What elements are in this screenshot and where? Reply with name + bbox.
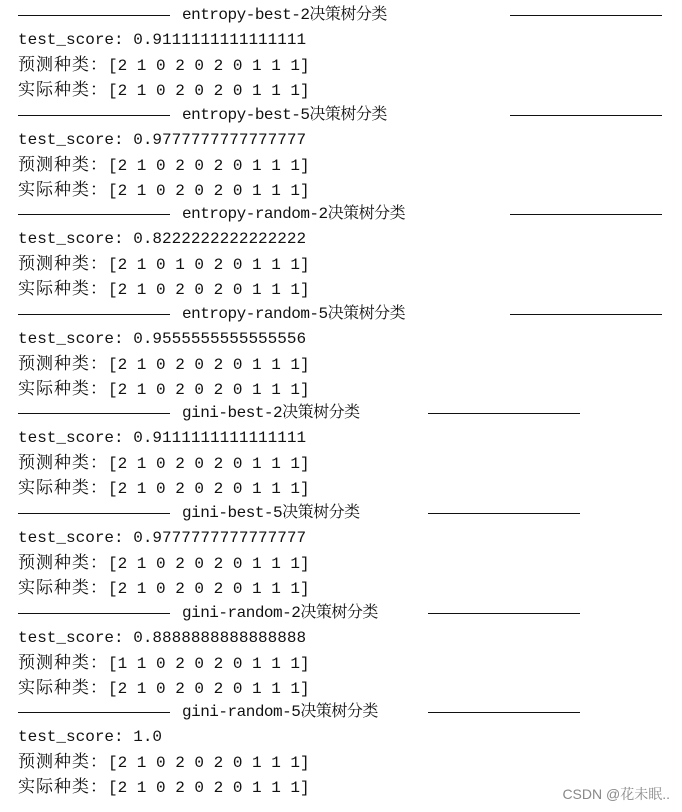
block-title: entropy-best-2决策树分类 <box>182 6 387 24</box>
block-title: entropy-random-2决策树分类 <box>182 205 406 224</box>
actual-label: 实际种类： <box>18 279 108 300</box>
score-label: test_score: <box>18 230 134 249</box>
predicted-value: [1 1 0 2 0 2 0 1 1 1] <box>108 654 310 673</box>
actual-label: 实际种类： <box>18 677 108 698</box>
separator-right <box>510 314 662 315</box>
predicted-value: [2 1 0 2 0 2 0 1 1 1] <box>108 57 310 75</box>
separator-left <box>18 513 170 514</box>
predicted-label: 预测种类： <box>18 553 108 573</box>
separator-left <box>18 314 170 315</box>
separator-right <box>428 413 580 414</box>
actual-value: [2 1 0 2 0 2 0 1 1 1] <box>108 380 310 399</box>
predicted-line <box>18 451 310 476</box>
actual-value: [2 1 0 2 0 2 0 1 1 1] <box>108 580 310 598</box>
score-label: test_score: <box>18 31 134 49</box>
score-line <box>18 128 306 153</box>
separator-right <box>428 513 580 514</box>
separator-left <box>18 115 170 116</box>
separator-right <box>510 115 662 116</box>
result-block <box>0 302 682 402</box>
separator-left <box>18 613 170 614</box>
score-value: 0.8222222222222222 <box>133 230 307 249</box>
block-title: gini-best-5决策树分类 <box>182 504 360 522</box>
watermark: CSDN @花未眠.. <box>562 786 670 802</box>
score-value: 0.8888888888888888 <box>133 628 307 647</box>
actual-label: 实际种类： <box>18 179 108 200</box>
result-block <box>0 501 682 601</box>
separator-right <box>510 214 662 215</box>
score-label: test_score: <box>18 329 134 348</box>
actual-value: [2 1 0 2 0 2 0 1 1 1] <box>108 82 310 100</box>
actual-value: [2 1 0 2 0 2 0 1 1 1] <box>108 281 310 300</box>
result-block <box>0 202 682 302</box>
predicted-line <box>18 651 310 676</box>
predicted-value: [2 1 0 1 0 2 0 1 1 1] <box>108 256 310 275</box>
predicted-value: [2 1 0 2 0 2 0 1 1 1] <box>108 754 310 773</box>
predicted-label: 预测种类： <box>18 254 108 275</box>
predicted-line <box>18 252 310 277</box>
result-block <box>0 601 682 701</box>
predicted-value: [2 1 0 2 0 2 0 1 1 1] <box>108 355 310 374</box>
score-label: test_score: <box>18 130 134 149</box>
score-value: 1.0 <box>133 728 163 747</box>
result-block <box>0 103 682 203</box>
predicted-line <box>18 352 310 377</box>
score-line <box>18 227 306 252</box>
actual-value: [2 1 0 2 0 2 0 1 1 1] <box>108 679 310 698</box>
actual-line <box>18 178 310 203</box>
block-title: entropy-random-5决策树分类 <box>182 304 406 323</box>
predicted-label: 预测种类： <box>18 55 108 75</box>
score-line <box>18 327 306 352</box>
actual-line <box>18 476 310 501</box>
block-title: gini-random-2决策树分类 <box>182 603 378 622</box>
predicted-line <box>18 750 310 775</box>
predicted-label: 预测种类： <box>18 652 108 673</box>
predicted-label: 预测种类： <box>18 154 108 175</box>
result-block <box>0 3 682 103</box>
actual-label: 实际种类： <box>18 777 108 798</box>
score-label: test_score: <box>18 429 134 448</box>
score-line <box>18 725 162 750</box>
score-line <box>18 28 306 53</box>
predicted-label: 预测种类： <box>18 353 108 374</box>
block-title: gini-best-2决策树分类 <box>182 404 360 423</box>
separator-left <box>18 15 170 16</box>
block-title: gini-random-5决策树分类 <box>182 703 378 722</box>
score-line <box>18 626 306 651</box>
predicted-label: 预测种类： <box>18 752 108 773</box>
score-value: 0.9777777777777777 <box>133 529 307 547</box>
score-label: test_score: <box>18 628 134 647</box>
separator-left <box>18 214 170 215</box>
predicted-line <box>18 551 310 576</box>
actual-value: [2 1 0 2 0 2 0 1 1 1] <box>108 181 310 200</box>
predicted-value: [2 1 0 2 0 2 0 1 1 1] <box>108 555 310 573</box>
actual-label: 实际种类： <box>18 378 108 399</box>
actual-line <box>18 377 310 402</box>
score-label: test_score: <box>18 728 134 747</box>
result-block <box>0 401 682 501</box>
score-value: 0.9111111111111111 <box>133 429 307 448</box>
separator-right <box>510 15 662 16</box>
separator-right <box>428 613 580 614</box>
predicted-value: [2 1 0 2 0 2 0 1 1 1] <box>108 156 310 175</box>
score-value: 0.9555555555555556 <box>133 329 307 348</box>
separator-left <box>18 712 170 713</box>
actual-line <box>18 775 310 800</box>
score-label: test_score: <box>18 529 134 547</box>
actual-line <box>18 277 310 302</box>
score-value: 0.9777777777777777 <box>133 130 307 149</box>
score-value: 0.9111111111111111 <box>133 31 307 49</box>
actual-line <box>18 78 310 103</box>
predicted-label: 预测种类： <box>18 453 108 474</box>
predicted-line <box>18 53 310 78</box>
block-title: entropy-best-5决策树分类 <box>182 105 387 124</box>
actual-label: 实际种类： <box>18 478 108 499</box>
actual-label: 实际种类： <box>18 80 108 100</box>
separator-left <box>18 413 170 414</box>
actual-value: [2 1 0 2 0 2 0 1 1 1] <box>108 779 310 798</box>
predicted-line <box>18 153 310 178</box>
actual-line <box>18 676 310 701</box>
score-line <box>18 526 306 551</box>
predicted-value: [2 1 0 2 0 2 0 1 1 1] <box>108 455 310 474</box>
actual-line <box>18 576 310 601</box>
score-line <box>18 426 306 451</box>
actual-label: 实际种类： <box>18 578 108 598</box>
actual-value: [2 1 0 2 0 2 0 1 1 1] <box>108 480 310 499</box>
separator-right <box>428 712 580 713</box>
